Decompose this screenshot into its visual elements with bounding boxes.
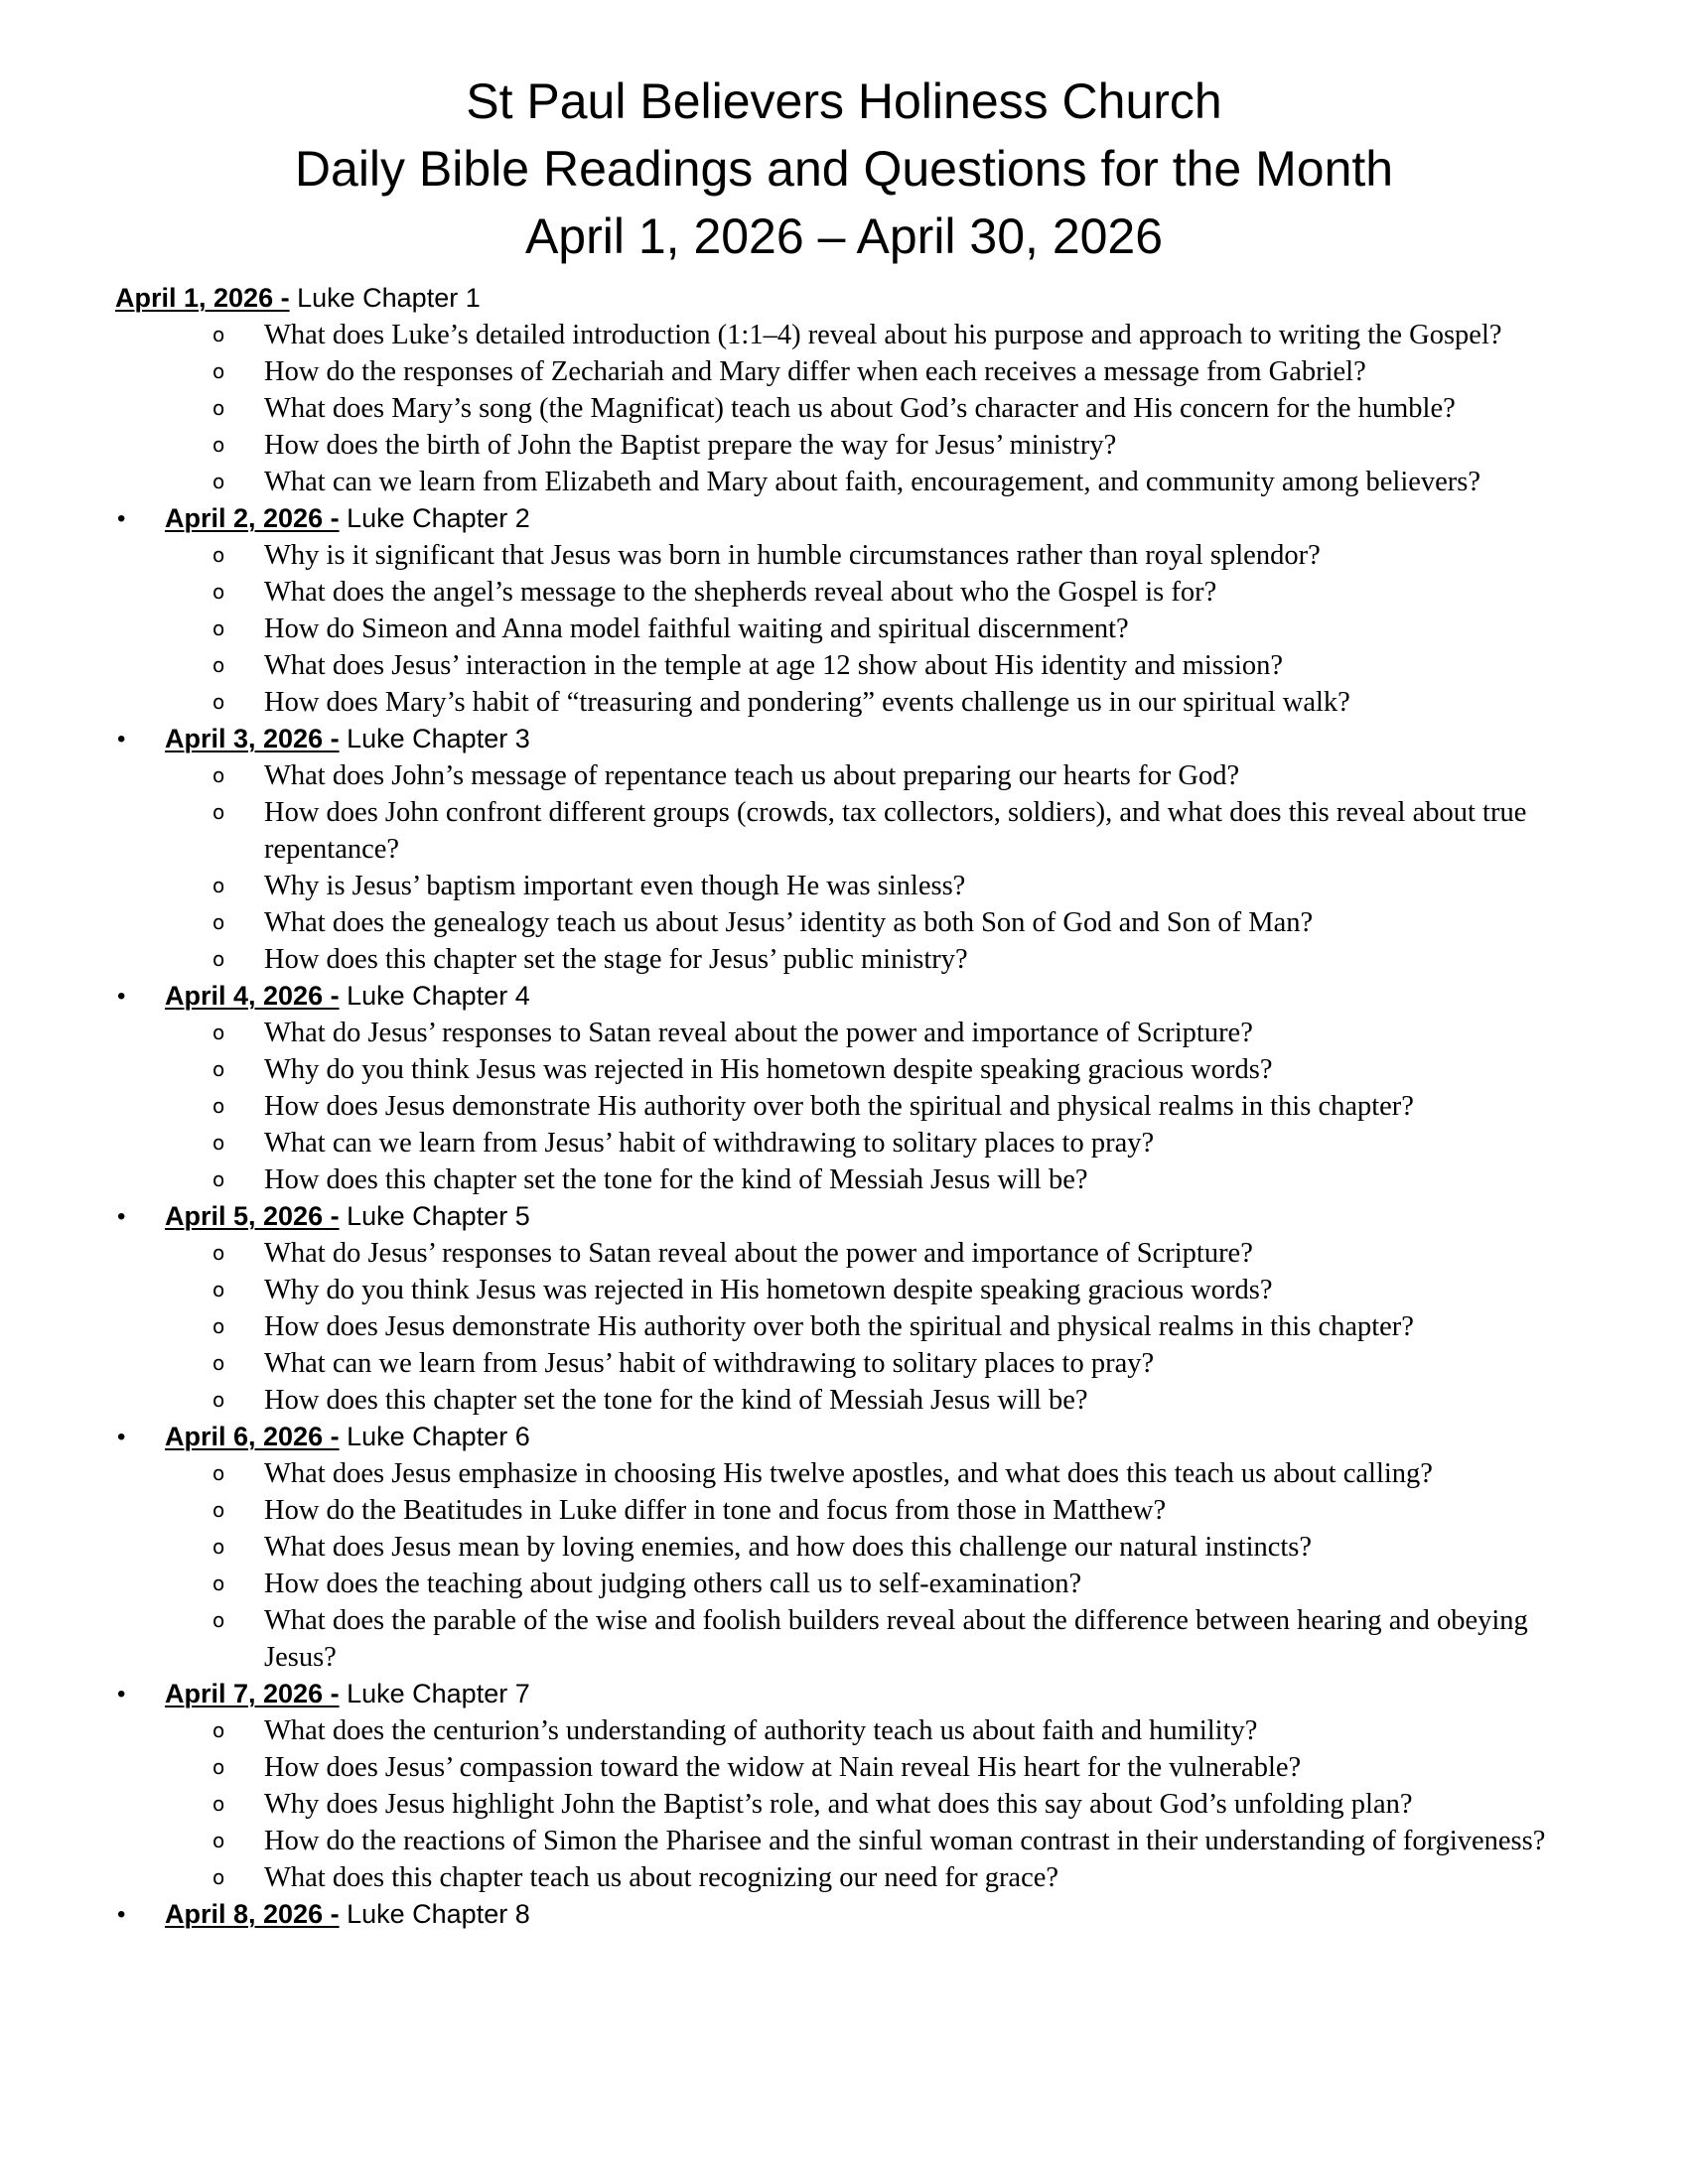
reading-chapter: Luke Chapter 6 — [339, 1422, 530, 1451]
question-list — [0, 1712, 1688, 1896]
circle-bullet-icon: o — [212, 1094, 225, 1118]
reading-chapter: Luke Chapter 1 — [289, 283, 481, 313]
question-item — [0, 684, 1688, 721]
date-range: April 1, 2026 – April 30, 2026 — [524, 208, 1164, 264]
question-item — [0, 1529, 1688, 1566]
question-text: Why is it significant that Jesus was born in humble circumstances rather than royal splendor? — [264, 540, 1321, 571]
question-list — [0, 1015, 1688, 1198]
circle-bullet-icon: o — [212, 1571, 225, 1595]
question-item — [0, 317, 1688, 353]
question-text: What does John’s message of repentance teach us about preparing our hearts for God? — [264, 760, 1240, 791]
question-text: What does Mary’s song (the Magnificat) teach us about God’s character and His concern for the humble? — [264, 393, 1456, 424]
question-item — [0, 757, 1688, 794]
question-item — [0, 904, 1688, 941]
question-text: What does Jesus’ interaction in the temple at age 12 show about His identity and mission? — [264, 650, 1284, 681]
circle-bullet-icon: o — [212, 323, 225, 346]
question-item — [0, 1015, 1688, 1051]
question-text: What can we learn from Elizabeth and Mary about faith, encouragement, and community among believers? — [264, 467, 1481, 497]
reading-day-heading — [0, 1198, 1688, 1235]
question-item — [0, 1823, 1688, 1859]
question-item — [0, 1786, 1688, 1823]
bullet-icon: • — [117, 726, 126, 752]
question-text: What can we learn from Jesus’ habit of withdrawing to solitary places to pray? — [264, 1348, 1155, 1379]
question-text: How do the Beatitudes in Luke differ in tone and focus from those in Matthew? — [264, 1495, 1167, 1526]
reading-date: April 1, 2026 - — [115, 283, 290, 313]
question-list — [0, 757, 1688, 978]
circle-bullet-icon: o — [212, 1021, 225, 1044]
question-item — [0, 1088, 1688, 1125]
question-text: What can we learn from Jesus’ habit of withdrawing to solitary places to pray? — [264, 1128, 1155, 1159]
circle-bullet-icon: o — [212, 396, 225, 420]
question-item — [0, 868, 1688, 904]
bullet-icon: • — [117, 1901, 126, 1928]
question-text: What do Jesus’ responses to Satan reveal about the power and importance of Scripture? — [264, 1018, 1253, 1048]
question-item — [0, 1051, 1688, 1088]
question-item — [0, 464, 1688, 500]
circle-bullet-icon: o — [212, 1241, 225, 1265]
question-text: How does the birth of John the Baptist prepare the way for Jesus’ ministry? — [264, 430, 1117, 461]
bullet-icon: • — [117, 505, 126, 532]
circle-bullet-icon: o — [212, 433, 225, 457]
question-item — [0, 611, 1688, 647]
circle-bullet-icon: o — [212, 1718, 225, 1742]
circle-bullet-icon: o — [212, 1755, 225, 1779]
question-text: What does the parable of the wise and foolish builders reveal about the difference between hearing and obeying Jesus? — [264, 1605, 1528, 1673]
circle-bullet-icon: o — [212, 1535, 225, 1559]
circle-bullet-icon: o — [212, 616, 225, 640]
question-text: What does Jesus mean by loving enemies, and how does this challenge our natural instincts? — [264, 1532, 1313, 1563]
question-text: How does John confront different groups (crowds, tax collectors, soldiers), and what does this reveal about true repentance? — [264, 797, 1527, 865]
reading-date: April 6, 2026 - — [165, 1422, 340, 1451]
circle-bullet-icon: o — [212, 1792, 225, 1816]
circle-bullet-icon: o — [212, 910, 225, 934]
reading-day-heading — [0, 280, 1688, 317]
document-title: Daily Bible Readings and Questions for the Month — [294, 141, 1394, 197]
question-text: What does the centurion’s understanding of authority teach us about faith and humility? — [264, 1715, 1258, 1746]
question-text: How do the reactions of Simon the Pharisee and the sinful woman contrast in their understanding of forgiveness? — [264, 1826, 1546, 1856]
question-text: Why is Jesus’ baptism important even though He was sinless? — [264, 871, 966, 901]
question-item — [0, 574, 1688, 611]
question-item — [0, 1382, 1688, 1419]
circle-bullet-icon: o — [212, 1314, 225, 1338]
question-item — [0, 1455, 1688, 1492]
question-item — [0, 647, 1688, 684]
bullet-icon: • — [117, 1203, 126, 1230]
question-list — [0, 1235, 1688, 1419]
reading-chapter: Luke Chapter 4 — [339, 981, 530, 1011]
question-text: Why do you think Jesus was rejected in His hometown despite speaking gracious words? — [264, 1054, 1273, 1085]
circle-bullet-icon: o — [212, 800, 225, 824]
circle-bullet-icon: o — [212, 543, 225, 567]
circle-bullet-icon: o — [212, 1131, 225, 1155]
reading-day-heading — [0, 1419, 1688, 1455]
reading-chapter: Luke Chapter 7 — [339, 1679, 530, 1708]
circle-bullet-icon: o — [212, 1461, 225, 1485]
question-text: What does Jesus emphasize in choosing His twelve apostles, and what does this teach us about calling? — [264, 1458, 1433, 1489]
question-text: Why do you think Jesus was rejected in His hometown despite speaking gracious words? — [264, 1275, 1273, 1305]
question-item — [0, 353, 1688, 390]
question-text: What does Luke’s detailed introduction (1:1–4) reveal about his purpose and approach to writing the Gospel? — [264, 320, 1502, 350]
reading-date: April 4, 2026 - — [165, 981, 340, 1011]
question-item — [0, 941, 1688, 978]
question-item — [0, 1602, 1688, 1676]
question-list — [0, 317, 1688, 500]
reading-chapter: Luke Chapter 8 — [339, 1899, 530, 1929]
bullet-icon: • — [117, 983, 126, 1010]
circle-bullet-icon: o — [212, 1278, 225, 1301]
question-text: How does the teaching about judging others call us to self-examination? — [264, 1569, 1082, 1599]
reading-day-heading — [0, 1676, 1688, 1712]
question-text: What does the angel’s message to the shepherds reveal about who the Gospel is for? — [264, 577, 1217, 608]
reading-day-heading — [0, 721, 1688, 757]
reading-date: April 7, 2026 - — [165, 1679, 340, 1708]
question-item — [0, 1345, 1688, 1382]
question-text: How does this chapter set the tone for the kind of Messiah Jesus will be? — [264, 1164, 1088, 1195]
question-text: How does this chapter set the stage for Jesus’ public ministry? — [264, 944, 968, 975]
question-item — [0, 1272, 1688, 1308]
question-text: How does Mary’s habit of “treasuring and pondering” events challenge us in our spiritual walk? — [264, 687, 1350, 718]
question-item — [0, 794, 1688, 868]
reading-list — [0, 280, 1688, 1933]
reading-date: April 3, 2026 - — [165, 724, 340, 753]
question-item — [0, 1566, 1688, 1602]
question-item — [0, 1712, 1688, 1749]
question-item — [0, 1161, 1688, 1198]
question-text: How does Jesus demonstrate His authority over both the spiritual and physical realms in this chapter? — [264, 1311, 1414, 1342]
circle-bullet-icon: o — [212, 1608, 225, 1632]
reading-day-heading — [0, 1896, 1688, 1933]
reading-chapter: Luke Chapter 5 — [339, 1201, 530, 1231]
circle-bullet-icon: o — [212, 470, 225, 493]
question-text: What does this chapter teach us about recognizing our need for grace? — [264, 1862, 1059, 1893]
question-text: How do the responses of Zechariah and Mary differ when each receives a message from Gabriel? — [264, 356, 1366, 387]
circle-bullet-icon: o — [212, 1351, 225, 1375]
question-text: How do Simeon and Anna model faithful waiting and spiritual discernment? — [264, 614, 1129, 644]
question-text: How does Jesus’ compassion toward the widow at Nain reveal His heart for the vulnerable? — [264, 1752, 1302, 1783]
question-item — [0, 1749, 1688, 1786]
question-text: How does Jesus demonstrate His authority over both the spiritual and physical realms in this chapter? — [264, 1091, 1414, 1122]
circle-bullet-icon: o — [212, 653, 225, 677]
question-text: What do Jesus’ responses to Satan reveal about the power and importance of Scripture? — [264, 1238, 1253, 1269]
circle-bullet-icon: o — [212, 1865, 225, 1889]
question-item — [0, 537, 1688, 574]
question-item — [0, 1125, 1688, 1161]
question-text: How does this chapter set the tone for the kind of Messiah Jesus will be? — [264, 1385, 1088, 1416]
question-item — [0, 1492, 1688, 1529]
circle-bullet-icon: o — [212, 690, 225, 714]
circle-bullet-icon: o — [212, 1498, 225, 1522]
question-list — [0, 1455, 1688, 1676]
circle-bullet-icon: o — [212, 359, 225, 383]
question-text: What does the genealogy teach us about Jesus’ identity as both Son of God and Son of Man? — [264, 907, 1314, 938]
circle-bullet-icon: o — [212, 947, 225, 971]
question-item — [0, 1308, 1688, 1345]
reading-day-heading — [0, 978, 1688, 1015]
circle-bullet-icon: o — [212, 1829, 225, 1852]
reading-day-heading — [0, 500, 1688, 537]
circle-bullet-icon: o — [212, 580, 225, 604]
circle-bullet-icon: o — [212, 1057, 225, 1081]
question-item — [0, 427, 1688, 464]
question-text: Why does Jesus highlight John the Baptist’s role, and what does this say about God’s unfolding plan? — [264, 1789, 1413, 1820]
circle-bullet-icon: o — [212, 1388, 225, 1412]
circle-bullet-icon: o — [212, 1167, 225, 1191]
circle-bullet-icon: o — [212, 874, 225, 897]
document-header — [0, 68, 1688, 270]
question-item — [0, 390, 1688, 427]
question-item — [0, 1859, 1688, 1896]
reading-date: April 2, 2026 - — [165, 503, 340, 533]
reading-date: April 5, 2026 - — [165, 1201, 340, 1231]
question-list — [0, 537, 1688, 721]
bullet-icon: • — [117, 1681, 126, 1707]
reading-date: April 8, 2026 - — [165, 1899, 340, 1929]
circle-bullet-icon: o — [212, 763, 225, 787]
reading-chapter: Luke Chapter 2 — [339, 503, 530, 533]
church-name: St Paul Believers Holiness Church — [466, 73, 1222, 129]
reading-chapter: Luke Chapter 3 — [339, 724, 530, 753]
bullet-icon: • — [117, 1424, 126, 1450]
question-item — [0, 1235, 1688, 1272]
